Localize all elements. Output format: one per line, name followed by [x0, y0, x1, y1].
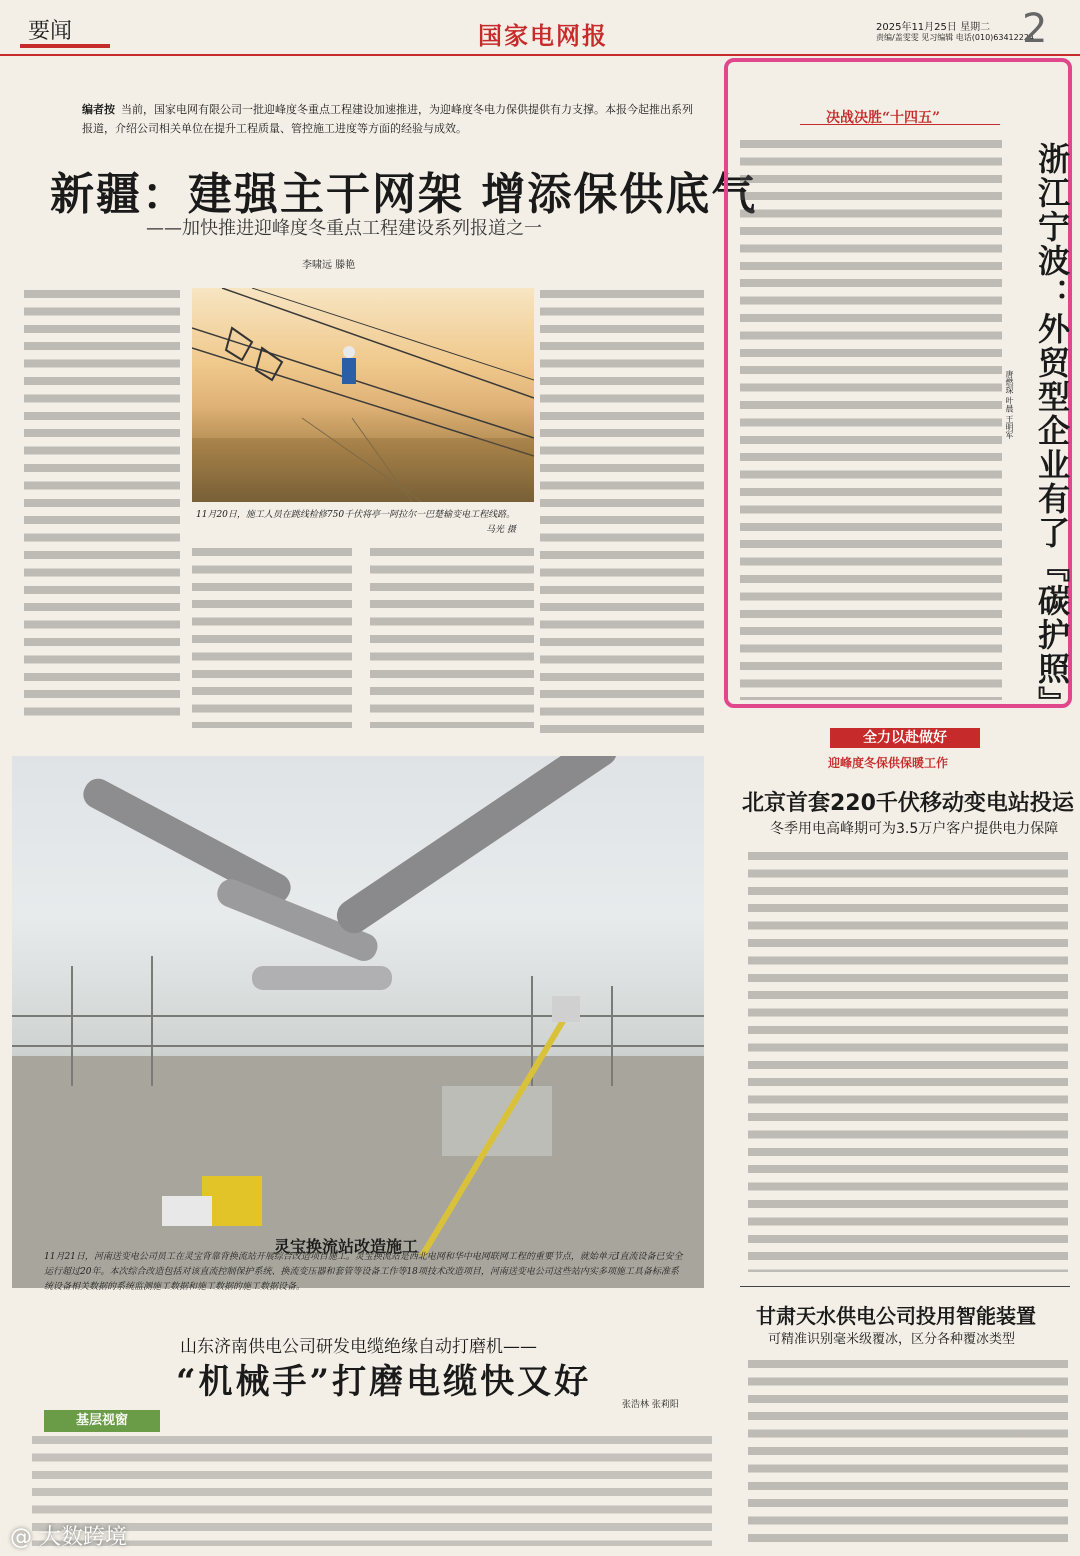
campaign-badge: 全力以赴做好 [830, 728, 980, 748]
article-text-block [32, 1436, 712, 1546]
article-text-column [370, 548, 534, 728]
headline-beijing: 北京首套220千伏移动变电站投运 [742, 791, 1074, 816]
editor-line: 责编/盖雯雯 见习编辑 电话(010)63412224 [876, 33, 1035, 42]
headline-zhejiang: 浙江宁波：外贸型企业有了『碳护照』 [1033, 142, 1071, 720]
jinan-kicker: 山东济南供电公司研发电缆绝缘自动打磨机—— [180, 1337, 537, 1357]
article-text-column [540, 290, 704, 740]
editor-note-label: 编者按 [82, 103, 115, 116]
article-text-column [192, 548, 352, 728]
editor-note-text: 当前，国家电网有限公司一批迎峰度冬重点工程建设加速推进，为迎峰度冬电力保供提供有力支撑。本报今起推出系列报道，介绍公司相关单位在提升工程质量、管控施工进度等方面的经验与成效。 [82, 103, 693, 135]
article-text-block [748, 852, 1068, 1272]
subheadline-beijing: 冬季用电高峰期可为3.5万户客户提供电力保障 [770, 821, 1059, 837]
watermark: @ 大数跨境 [10, 1525, 127, 1550]
section-label: 要闻 [28, 19, 73, 44]
column-label: 决战决胜“十四五” [826, 110, 941, 126]
date-line: 2025年11月25日 星期二 [876, 22, 991, 33]
article-text-column [740, 140, 1002, 700]
photo-converter-station [12, 756, 704, 1288]
jinan-headline: “机械手”打磨电缆快又好 [176, 1362, 592, 1402]
subheadline-xinjiang: ——加快推进迎峰度冬重点工程建设系列报道之一 [146, 218, 542, 239]
subheadline-gansu: 可精准识别毫米级覆冰，区分各种覆冰类型 [768, 1332, 1016, 1347]
photo-title: 灵宝换流站改造施工 [274, 1237, 419, 1256]
campaign-subtitle: 迎峰度冬保供保暖工作 [828, 756, 949, 770]
photo-line-worker [192, 288, 534, 502]
divider [740, 1286, 1070, 1287]
headline-xinjiang: 新疆：建强主干网架 增添保供底气 [50, 169, 758, 220]
section-tag: 基层视窗 [44, 1410, 160, 1432]
section-underline [20, 44, 110, 48]
byline-xinjiang: 李啸远 滕艳 [302, 260, 356, 271]
article-text-block [748, 1360, 1068, 1550]
masthead: 国家电网报 [478, 21, 608, 50]
photo-credit: 马光 摄 [486, 525, 516, 535]
editor-note [82, 100, 702, 138]
photo-caption: 11月21日，河南送变电公司员工在灵宝背靠背换流站开展综合改造项目施工。灵宝换流站是西北电网和华中电网联网工程的重要节点，就始单元Ⅰ直流设备已安全运行超过20年。本次综合改造包括对该直流控制保护系统、换流变压器和套管等设备工作等18项技术改造项目，河南送变电公司这些站内实多项施工具备标准系统设备相关数据的系统监测施工数据和施工数据的施工数据设备。 [44, 1252, 683, 1292]
page-number: 2 [1022, 6, 1048, 52]
jinan-byline: 张浩林 张莉阳 [622, 1400, 679, 1410]
headline-gansu: 甘肃天水供电公司投用智能装置 [756, 1304, 1036, 1328]
article-text-column [24, 290, 180, 720]
photo-caption: 11月20日，施工人员在跳线检修750千伏将亭一阿拉尔一巴楚输变电工程线路。 [196, 510, 516, 520]
byline-zhejiang: 唐燃琛 叶晨 王明军 [1005, 370, 1014, 440]
